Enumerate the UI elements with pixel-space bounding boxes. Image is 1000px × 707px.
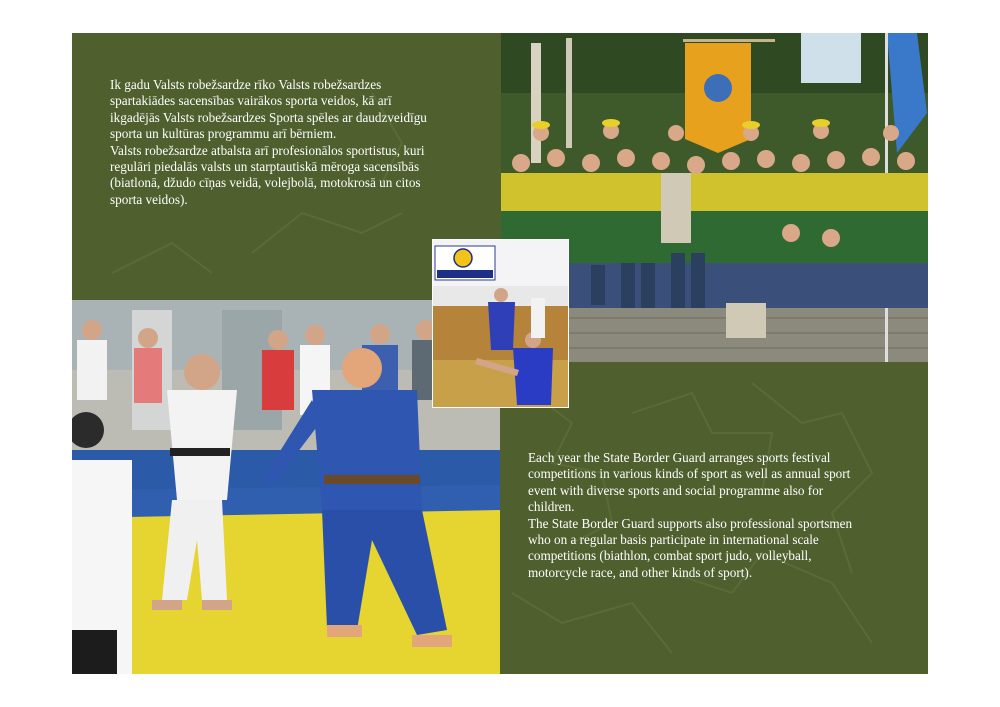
- brochure-page: [72, 33, 928, 674]
- latvian-text-block: [110, 77, 430, 208]
- latvian-paragraph-1: Ik gadu Valsts robežsardze rīko Valsts robežsardzes spartakiādes sacensības vairākos sporta veidos, kā arī ikgadējās Valsts robežsardzes Sporta spēles ar daudzveidīgu sporta un kultūras programmu arī bērniem.: [110, 77, 427, 142]
- latvian-paragraph-2: Valsts robežsardze atbalsta arī profesionālos sportistus, kuri regulāri piedalās valsts un starptautiskā mēroga sacensībās (biatlonā, džudo cīņas veidā, volejbolā, motokrosā un citos sporta veidos).: [110, 142, 425, 207]
- english-paragraph-1: Each year the State Border Guard arranges sports festival competitions in various kinds of sport as well as annual sport event with diverse sports and social programme also for children.: [528, 450, 851, 515]
- english-text-block: [528, 450, 858, 581]
- volleyball-photo: [432, 239, 569, 408]
- english-paragraph-2: The State Border Guard supports also professional sportsmen who on a regular basis participate in international scale competitions (biathlon, combat sport judo, volleyball, motorcycle race, and other kinds of sport).: [528, 515, 853, 580]
